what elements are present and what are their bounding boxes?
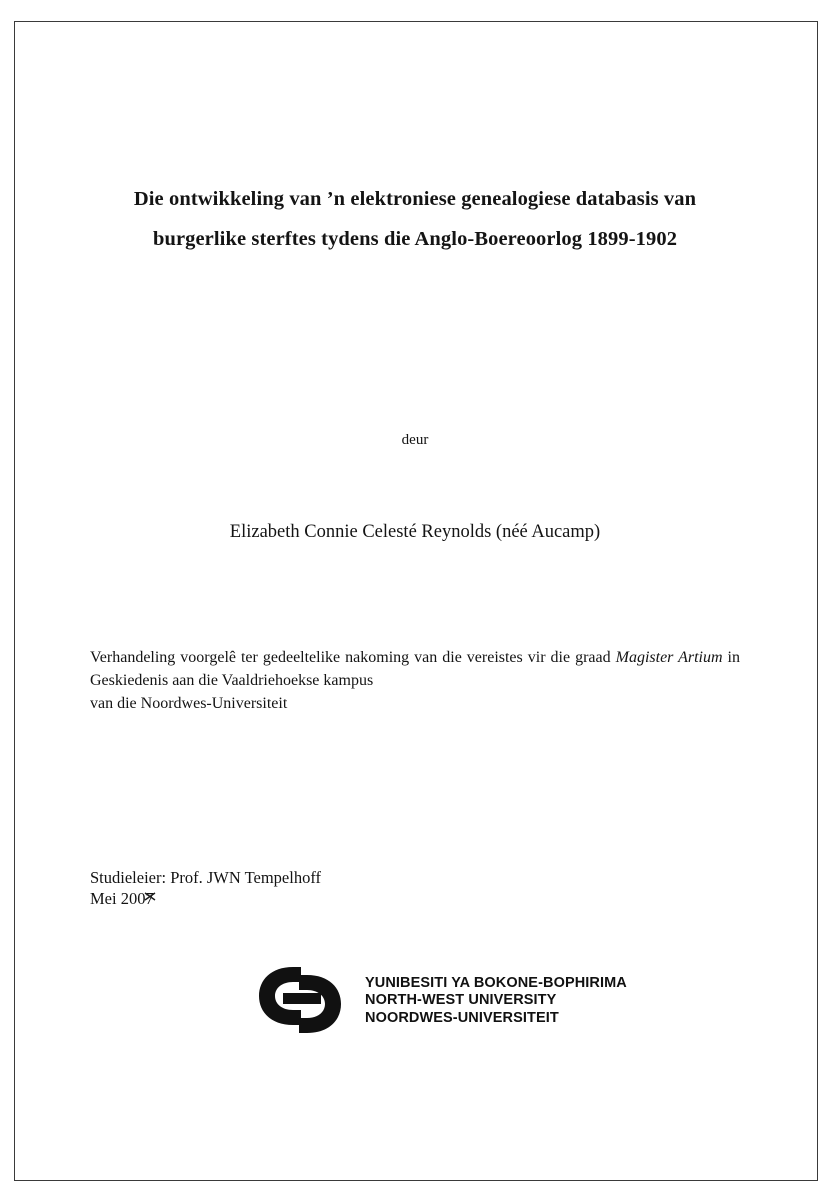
- date-line: [90, 889, 154, 909]
- logo-line-afrikaans: NOORDWES-UNIVERSITEIT: [365, 1009, 559, 1026]
- page-title-line-1: Die ontwikkeling van ’n elektroniese genealogiese databasis van: [133, 188, 697, 210]
- degree-name-italic: Magister Artium: [615, 648, 723, 666]
- degree-statement-paragraph: [90, 646, 740, 692]
- degree-statement: [90, 646, 740, 716]
- pen-strike-mark-icon: [144, 891, 156, 903]
- supervisor-line: Studieleier: Prof. JWN Tempelhoff: [90, 867, 322, 887]
- title-page-content: [90, 180, 740, 909]
- degree-statement-institution: van die Noordwes-Universiteit: [90, 695, 288, 713]
- author-name: Elizabeth Connie Celesté Reynolds (néé Aucamp): [229, 521, 601, 542]
- degree-statement-part1: Verhandeling voorgelê ter gedeeltelike nakoming van die vereistes vir die graad: [90, 648, 616, 666]
- date-text: Mei 2007: [90, 888, 154, 908]
- university-logo-text: [365, 973, 627, 1026]
- by-label: deur: [401, 431, 429, 448]
- page-title-line-2: burgerlike sterftes tydens die Anglo-Boereoorlog 1899-1902: [152, 227, 678, 250]
- university-logo-block: [255, 963, 627, 1037]
- logo-line-english: NORTH-WEST UNIVERSITY: [365, 992, 557, 1009]
- page-title: [90, 180, 740, 260]
- logo-line-setswana: YUNIBESITI YA BOKONE-BOPHIRIMA: [365, 975, 627, 992]
- north-west-university-logo-icon: [255, 963, 355, 1037]
- degree-statement-part2: in Geskiedenis aan die Vaaldriehoekse kampus: [90, 648, 741, 690]
